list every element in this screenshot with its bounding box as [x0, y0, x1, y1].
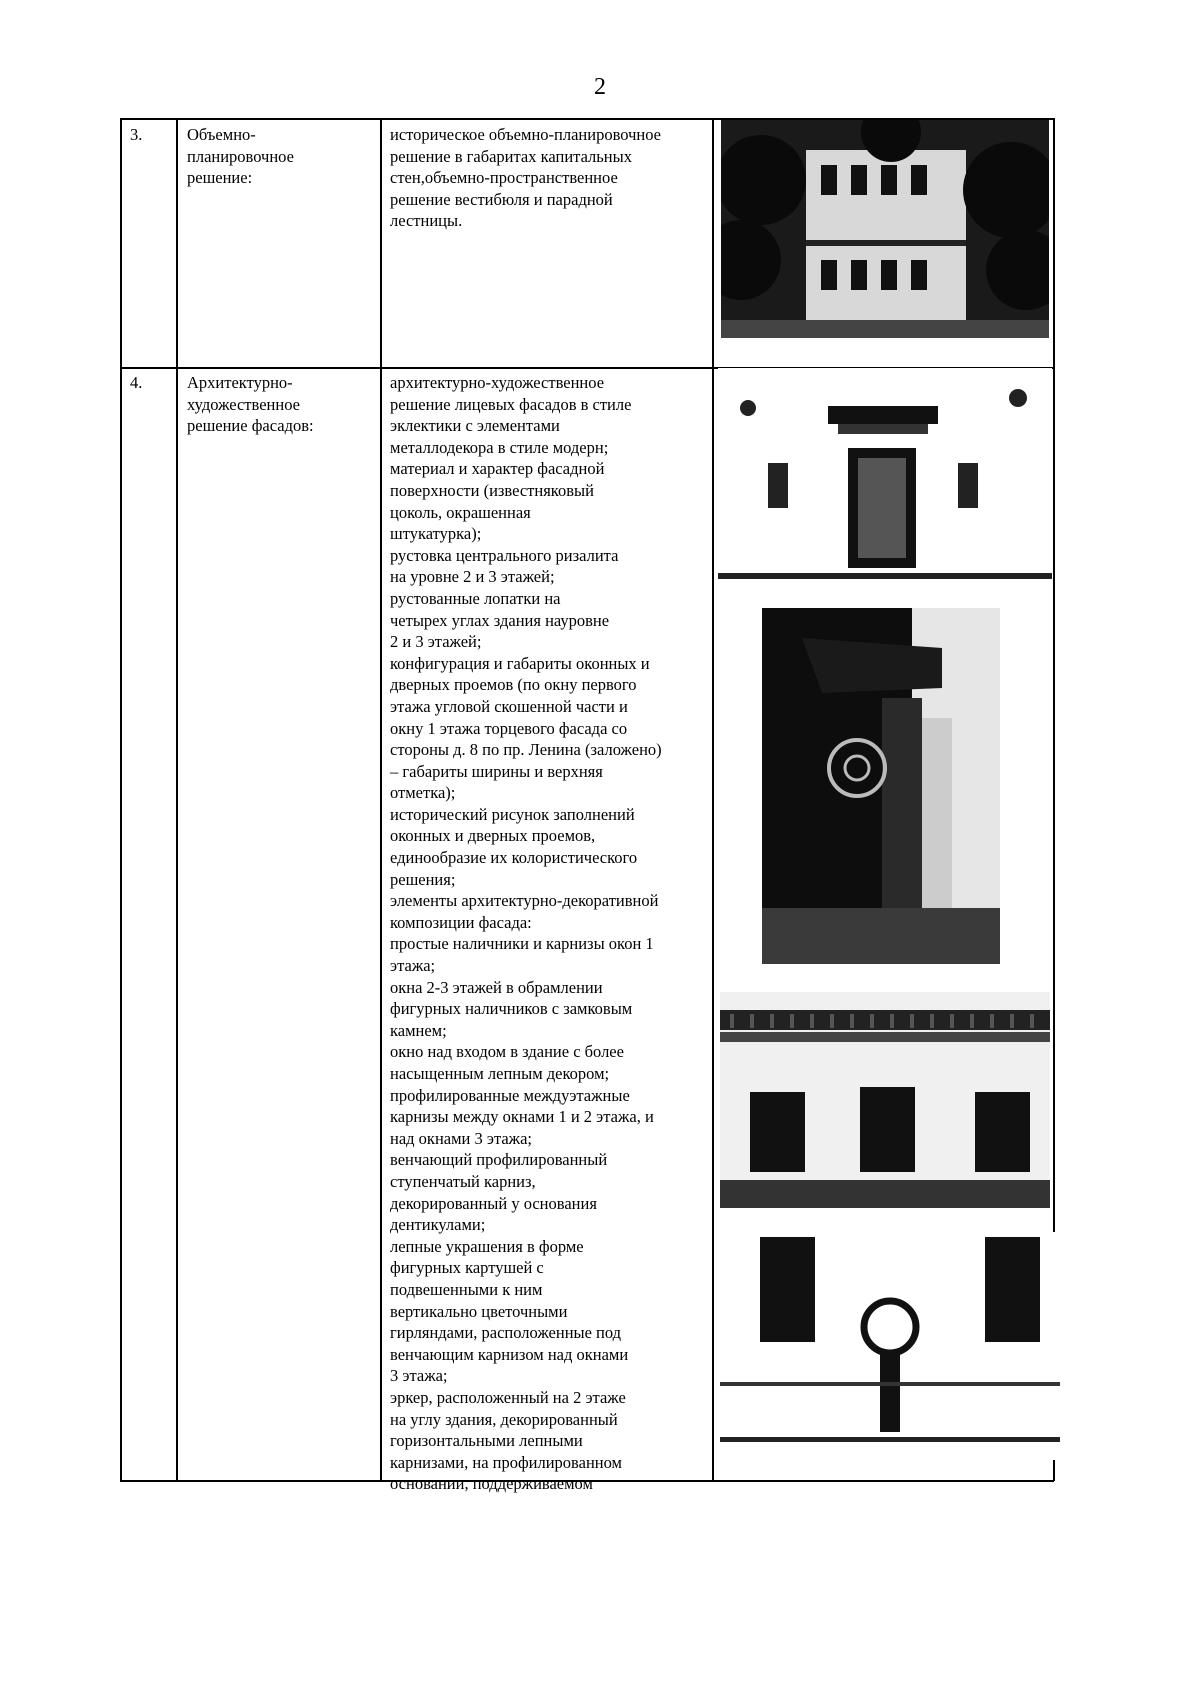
row-3-description: историческое объемно-планировочное решение в габаритах капитальных стен,объемно-пространственное решение вестибюля и парадной лестницы. — [390, 125, 661, 231]
row-4-title: Архитектурно- художественное решение фасадов: — [187, 373, 314, 436]
page-number: 2 — [594, 74, 606, 100]
row-4-number: 4. — [130, 373, 143, 392]
row-4-description: архитектурно-художественное решение лицевых фасадов в стиле эклектики с элементами металлодекора в стиле модерн; материал и характер фасадной поверхности (известняковый цоколь, окрашенная штукатурка); рустовка центрального ризалита на уровне 2 и 3 этажей; рустованные лопатки на четырех углах здания науровне 2 и 3 этажей; конфигурация и габариты оконных и дверных проемов (по окну первого этажа угловой скошенной части и окну 1 этажа торцевого фасада со стороны д. 8 по пр. Ленина (заложено) – габариты ширины и верхняя отметка); исторический рисунок заполнений оконных и дверных проемов, единообразие их колористического решения; элементы архитектурно-декоративной композиции фасада: простые наличники и карнизы окон 1 этажа; окна 2-3 этажей в обрамлении фигурных наличников с замковым камнем; окно над входом в здание с более насыщенным лепным декором; профилированные междуэтажные карнизы между окнами 1 и 2 этажа, и над окнами 3 этажа; венчающий профилированный ступенчатый карниз, декорированный у основания дентикулами; лепные украшения в форме фигурных картушей с подвешенными к ним вертикально цветочными гирляндами, расположенные под венчающим карнизом над окнами 3 этажа; эркер, расположенный на 2 этаже на углу здания, декорированный горизонтальными лепными карнизами, на профилированном основании, поддерживаемом — [390, 373, 662, 1494]
entrance-canopy-photo — [718, 368, 1052, 586]
row-3-number: 3. — [130, 125, 143, 144]
building-facade-photo — [721, 120, 1049, 338]
cartouche-ornament-photo — [720, 1232, 1060, 1460]
cast-iron-canopy-photo — [762, 608, 1000, 964]
windows-facade-photo — [720, 992, 1050, 1208]
row-3-title: Объемно- планировочное решение: — [187, 125, 294, 188]
